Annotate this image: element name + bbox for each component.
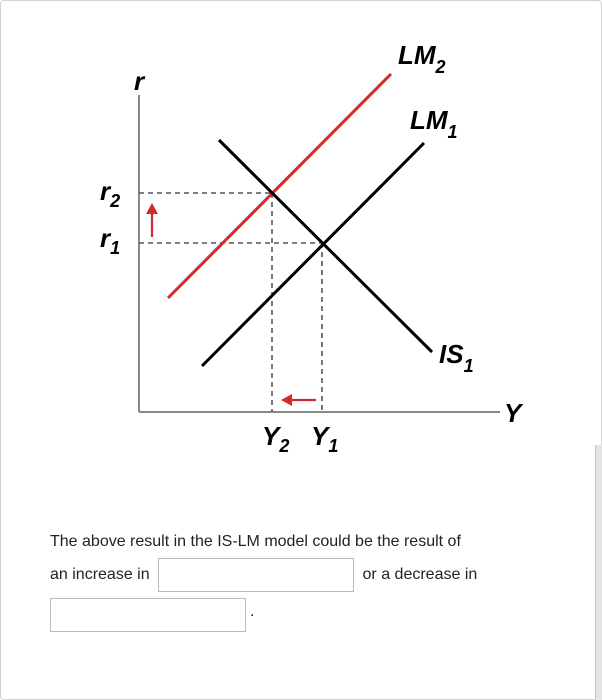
end-period: . xyxy=(250,603,255,621)
lm1-curve xyxy=(202,143,424,366)
question-text xyxy=(50,526,570,632)
lm2-curve xyxy=(168,74,391,298)
y2-label: $Y_2$ xyxy=(262,421,290,456)
answer-input-decrease[interactable] xyxy=(50,598,246,632)
question-line-2 xyxy=(50,558,570,592)
answer-input-increase[interactable] xyxy=(158,558,354,592)
question-line-3 xyxy=(50,592,570,632)
lm1-label: $LM_1$ xyxy=(410,105,458,142)
question-line-1: The above result in the IS-LM model could be the result of xyxy=(50,533,461,550)
is1-curve xyxy=(219,140,432,352)
output-down-arrow xyxy=(281,394,316,406)
is1-label: $IS_1$ xyxy=(439,339,474,376)
r2-label: $r_2$ xyxy=(100,176,121,211)
y-axis-label: r xyxy=(134,66,145,96)
lm2-label: $LM_2$ xyxy=(398,40,446,77)
r1-label: $r_1$ xyxy=(100,223,121,258)
interest-rate-up-arrow xyxy=(146,203,158,237)
increase-prefix: an increase in xyxy=(50,566,150,584)
x-axis-label: Y xyxy=(504,398,522,428)
y1-label: $Y_1$ xyxy=(311,421,339,456)
scrollbar[interactable] xyxy=(595,445,602,700)
decrease-suffix: or a decrease in xyxy=(362,566,478,584)
